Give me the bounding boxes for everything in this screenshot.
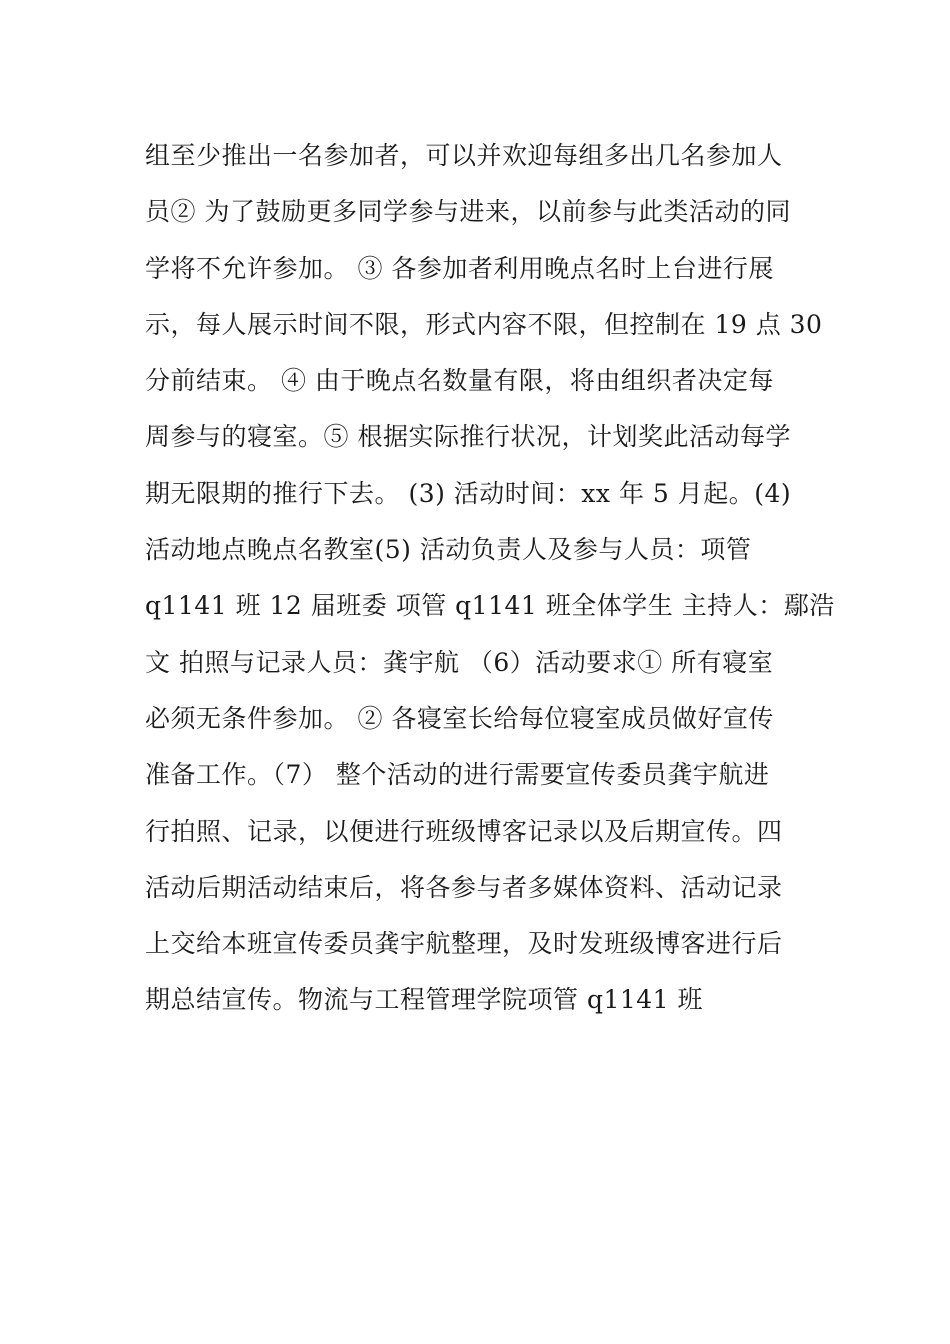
text-line: 学将不允许参加。 ③ 各参加者利用晚点名时上台进行展 <box>145 253 774 283</box>
text-line: 期总结宣传。物流与工程管理学院项管 q1141 班 <box>145 985 704 1015</box>
text-line: 示，每人展示时间不限，形式内容不限，但控制在 19 点 30 <box>145 309 823 339</box>
text-line: q1141 班 12 届班委 项管 q1141 班全体学生 主持人：鄢浩 <box>145 591 835 621</box>
text-line: 必须无条件参加。 ② 各寝室长给每位寝室成员做好宣传 <box>145 703 774 733</box>
text-line: 活动地点晚点名教室(5) 活动负责人及参与人员：项管 <box>145 535 752 565</box>
text-line: 分前结束。 ④ 由于晚点名数量有限，将由组织者决定每 <box>145 366 774 396</box>
body-text <box>145 128 835 1029</box>
text-line: 文 拍照与记录人员：龚宇航 （6）活动要求① 所有寝室 <box>145 647 774 677</box>
text-line: 准备工作。（7） 整个活动的进行需要宣传委员龚宇航进 <box>145 760 770 790</box>
text-line: 组至少推出一名参加者，可以并欢迎每组多出几名参加人 <box>145 141 783 170</box>
text-line: 员② 为了鼓励更多同学参与进来，以前参与此类活动的同 <box>145 197 791 227</box>
text-line: 上交给本班宣传委员龚宇航整理，及时发班级博客进行后 <box>145 929 783 959</box>
text-line: 行拍照、记录，以便进行班级博客记录以及后期宣传。四 <box>145 816 783 846</box>
text-line: 期无限期的推行下去。 (3) 活动时间：xx 年 5 月起。(4) <box>145 478 792 508</box>
text-line: 活动后期活动结束后，将各参与者多媒体资料、活动记录 <box>145 872 783 902</box>
text-line: 周参与的寝室。⑤ 根据实际推行状况，计划奖此活动每学 <box>145 422 791 452</box>
